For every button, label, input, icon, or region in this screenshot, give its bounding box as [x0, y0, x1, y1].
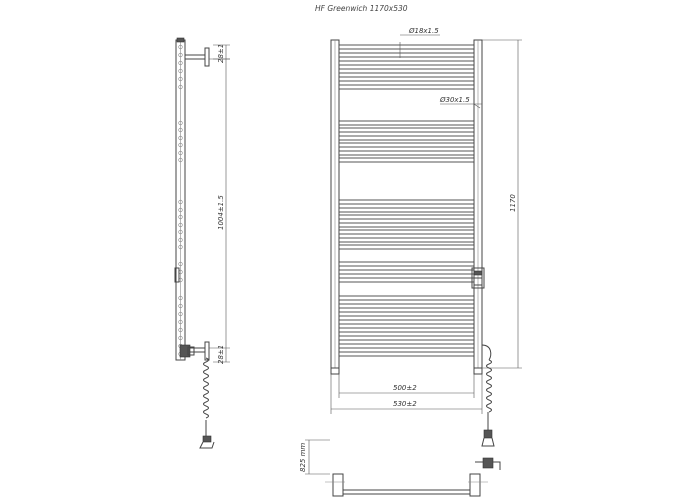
pipe-diameter-label: Ø18x1.5: [409, 27, 439, 35]
horizontal-bar: [339, 278, 474, 282]
horizontal-bar: [339, 352, 474, 356]
top-offset-label: 28±1: [217, 43, 225, 63]
horizontal-bar: [339, 328, 474, 332]
horizontal-bars: [339, 45, 474, 356]
cable-length-label: 825 mm: [299, 442, 307, 472]
side-cable-connector: [180, 345, 194, 357]
horizontal-bar: [339, 215, 474, 219]
horizontal-bar: [339, 245, 474, 249]
top-view-plug: [475, 458, 500, 470]
horizontal-bar: [339, 312, 474, 316]
side-plug: [200, 420, 214, 448]
horizontal-bar: [339, 53, 474, 57]
side-view: [175, 38, 230, 448]
inner-width-label: 500±2: [393, 384, 417, 392]
horizontal-bar: [339, 143, 474, 147]
top-view: [299, 440, 500, 496]
outer-width-label: 530±2: [393, 400, 417, 408]
horizontal-bar: [339, 344, 474, 348]
horizontal-bar: [339, 270, 474, 274]
horizontal-bar: [339, 77, 474, 81]
horizontal-bar: [339, 69, 474, 73]
heating-controller: [472, 268, 484, 288]
rail-diameter-label: Ø30x1.5: [440, 96, 470, 104]
horizontal-bar: [339, 128, 474, 132]
mount-spacing-label: 1004±1.5: [217, 195, 225, 230]
horizontal-bar: [339, 208, 474, 212]
horizontal-bar: [339, 85, 474, 89]
horizontal-bar: [339, 262, 474, 266]
horizontal-bar: [339, 296, 474, 300]
horizontal-bar: [339, 304, 474, 308]
height-label: 1170: [509, 194, 517, 212]
bottom-offset-label: 28±1: [217, 344, 225, 364]
horizontal-bar: [339, 230, 474, 234]
horizontal-bar: [339, 223, 474, 227]
horizontal-bar: [339, 200, 474, 204]
drawing-title: HF Greenwich 1170x530: [315, 4, 408, 13]
side-coiled-cable: [204, 358, 209, 418]
horizontal-bar: [339, 136, 474, 140]
front-plug: [482, 412, 494, 446]
top-wall-bracket: [185, 48, 209, 66]
horizontal-bar: [339, 336, 474, 340]
horizontal-bar: [339, 61, 474, 65]
horizontal-bar: [339, 121, 474, 125]
horizontal-bar: [339, 320, 474, 324]
horizontal-bar: [339, 45, 474, 49]
horizontal-bar: [339, 158, 474, 162]
front-view: [331, 27, 522, 446]
front-cable-lead: [482, 345, 491, 360]
horizontal-bar: [339, 238, 474, 242]
side-rail-cap: [177, 38, 184, 42]
horizontal-bar: [339, 151, 474, 155]
